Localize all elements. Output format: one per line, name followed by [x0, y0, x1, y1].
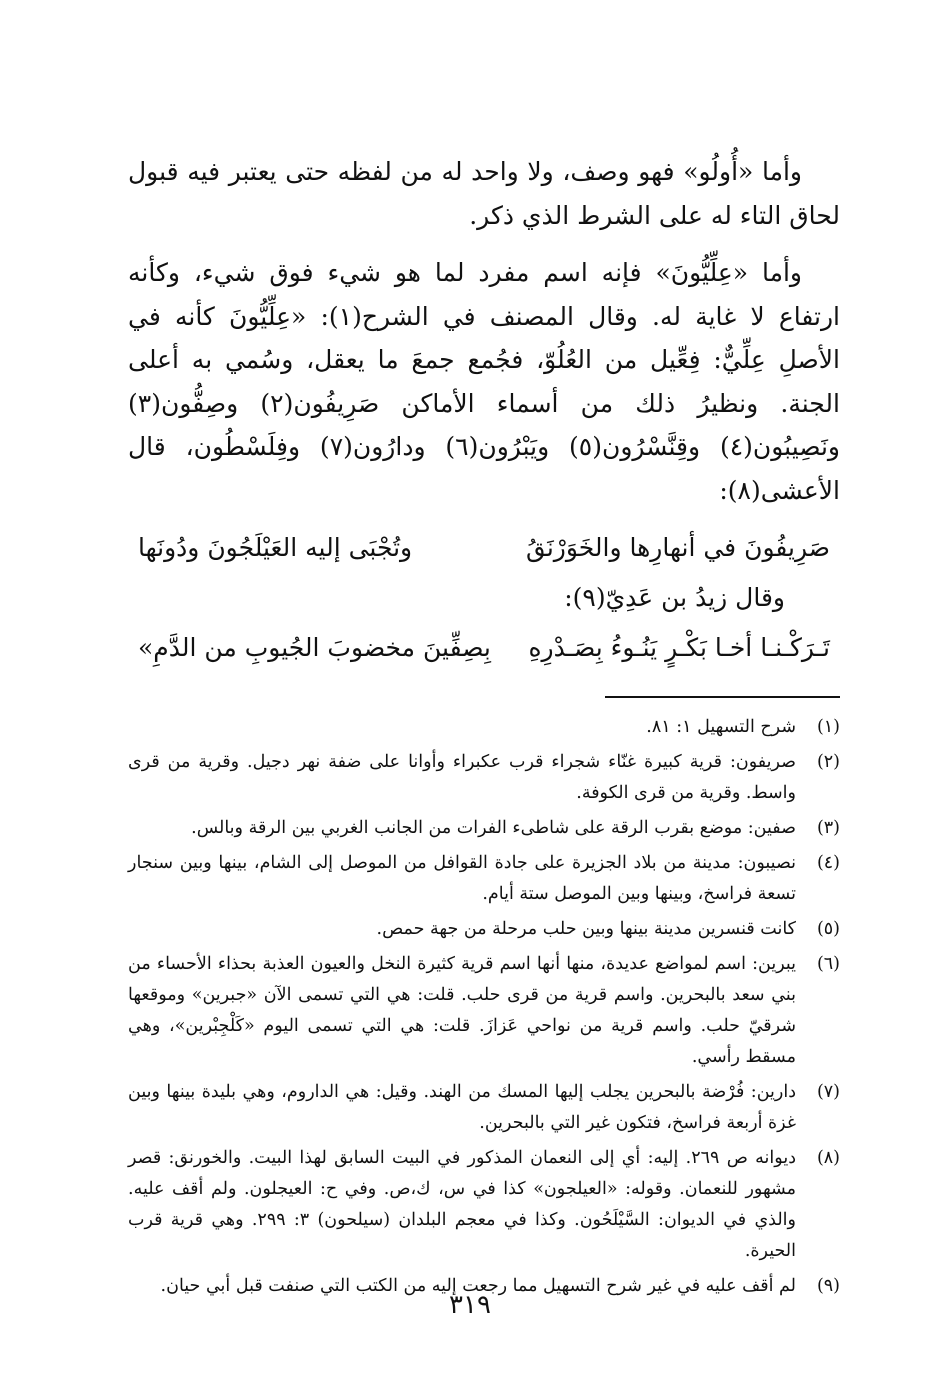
- footnote-5: [128, 914, 840, 945]
- footnote-4: [128, 848, 840, 910]
- paragraph-2: وأما «عِلِّيُّونَ» فإنه اسم مفرد لما هو شيء فوق شيء، وكأنه ارتفاع لا غاية له. وقال المصنف في الشرح(١): «عِلِّيُّونَ كأنه في الأصلِ عِلِّيٌّ: فِعِّيل من العُلُوّ، فجُمع جمعَ ما يعقل، وسُمي به أعلى الجنة. ونظيرُ ذلك من أسماء الأماكن صَرِيفُون(٢) وصِفُّون(٣) ونَصِيبُون(٤) وقِنَّسْرُون(٥) ويَبْرُون(٦) ودارُون(٧) وفِلَسْطُون، قال الأعشى(٨):: [128, 258, 840, 505]
- footnote-text: يبرين: اسم لمواضع عديدة، منها أنها اسم قرية كثيرة النخل والعيون العذبة بحذاء الأحساء من بني سعد بالبحرين. واسم قرية من قرى حلب. قلت: هي التي تسمى الآن «جبرين» وموقعها شرقيّ حلب. واسم قرية من نواحي عَزازَ. قلت: هي التي تسمى اليوم «كَلْجِبْرين»، وهي مسقط رأسي.: [128, 954, 796, 1067]
- footnote-text: دارين: فُرْضة بالبحرين يجلب إليها المسك من الهند. وقيل: هي الداروم، وهي بليدة بينها وبين غزة أربعة فراسخ، فتكون غير التي بالبحرين.: [128, 1082, 796, 1133]
- footnote-number: (٤): [816, 853, 840, 873]
- paragraph-1: وأما «أُولُو» فهو وصف، ولا واحد له من لفظه حتى يعتبر فيه قبول لحاق التاء له على الشرط الذي ذكر.: [128, 157, 840, 230]
- footnote-number: (٦): [816, 954, 840, 974]
- footnote-separator: [605, 696, 840, 698]
- footnote-2: [128, 747, 840, 809]
- footnote-text: كانت قنسرين مدينة بينها وبين حلب مرحلة من جهة حمص.: [376, 919, 796, 939]
- footnote-text: ديوانه ص ٢٦٩. إليه: أي إلى النعمان المذكور في البيت السابق لهذا البيت. والخورنق: قصر مشهور للنعمان. وقوله: «العيلجون» كذا في س، ك،ص. وفي ح: العيجلون. ولم أقف عليه. والذي في الديوان: السَّيْلَحُون. وكذا في معجم البلدان (سيلحون) ٣: ٢٩٩. وهي قرية قرب الحيرة.: [128, 1148, 796, 1261]
- footnote-number: (٥): [816, 919, 840, 939]
- footnote-number: (٩): [816, 1276, 840, 1296]
- footnote-text: نصيبون: مدينة من بلاد الجزيرة على جادة القوافل من الموصل إلى الشام، بينها وبين سنجار تسعة فراسخ، وبينها وبين الموصل ستة أيام.: [128, 853, 796, 904]
- footnote-text: صفين: موضع بقرب الرقة على شاطىء الفرات من الجانب الغربي بين الرقة وبالس.: [191, 818, 796, 838]
- footnote-number: (٨): [816, 1148, 840, 1168]
- verse-1-first-hemistich: صَرِيفُونَ في أنهارِها والخَوَرْنَقُ: [525, 533, 830, 562]
- footnotes-list: [128, 712, 840, 1302]
- footnote-7: [128, 1077, 840, 1139]
- verse-1-second-hemistich: وتُجْبَى إليه العَيْلَجُونَ ودُونَها: [138, 533, 413, 562]
- footnote-8: [128, 1143, 840, 1267]
- verse-2-first-hemistich: تَـرَكْـنـا أخـا بَكْـرٍ يَنُـوءُ بِصَـدْرِهِ: [528, 633, 830, 662]
- footnote-1: [128, 712, 840, 743]
- verse-line-2: [128, 626, 840, 670]
- footnote-6: [128, 949, 840, 1073]
- footnote-text: لم أقف عليه في غير شرح التسهيل مما رجعت إليه من الكتب التي صنفت قبل أبي حيان.: [160, 1276, 796, 1296]
- footnote-3: [128, 813, 840, 844]
- footnote-text: شرح التسهيل ١: ٨١.: [646, 717, 796, 737]
- footnote-number: (٣): [816, 818, 840, 838]
- footnote-number: (٢): [816, 752, 840, 772]
- verse-line-1: [128, 526, 840, 570]
- page-number: ٣١٩: [449, 1290, 491, 1320]
- footnote-text: صريفون: قرية كبيرة غنّاء شجراء قرب عكبراء وأوانا على ضفة نهر دجيل. وقرية من قرى واسط. وقرية من قرى الكوفة.: [128, 752, 796, 803]
- page-body: [128, 150, 840, 1306]
- verse-2-second-hemistich: بِصِفِّينَ مخضوبَ الجُيوبِ من الدَّمِ»: [138, 633, 491, 662]
- footnote-number: (٧): [816, 1082, 840, 1102]
- verse-2-intro: وقال زيدُ بن عَدِيّ(٩):: [564, 583, 785, 612]
- footnote-number: (١): [816, 717, 840, 737]
